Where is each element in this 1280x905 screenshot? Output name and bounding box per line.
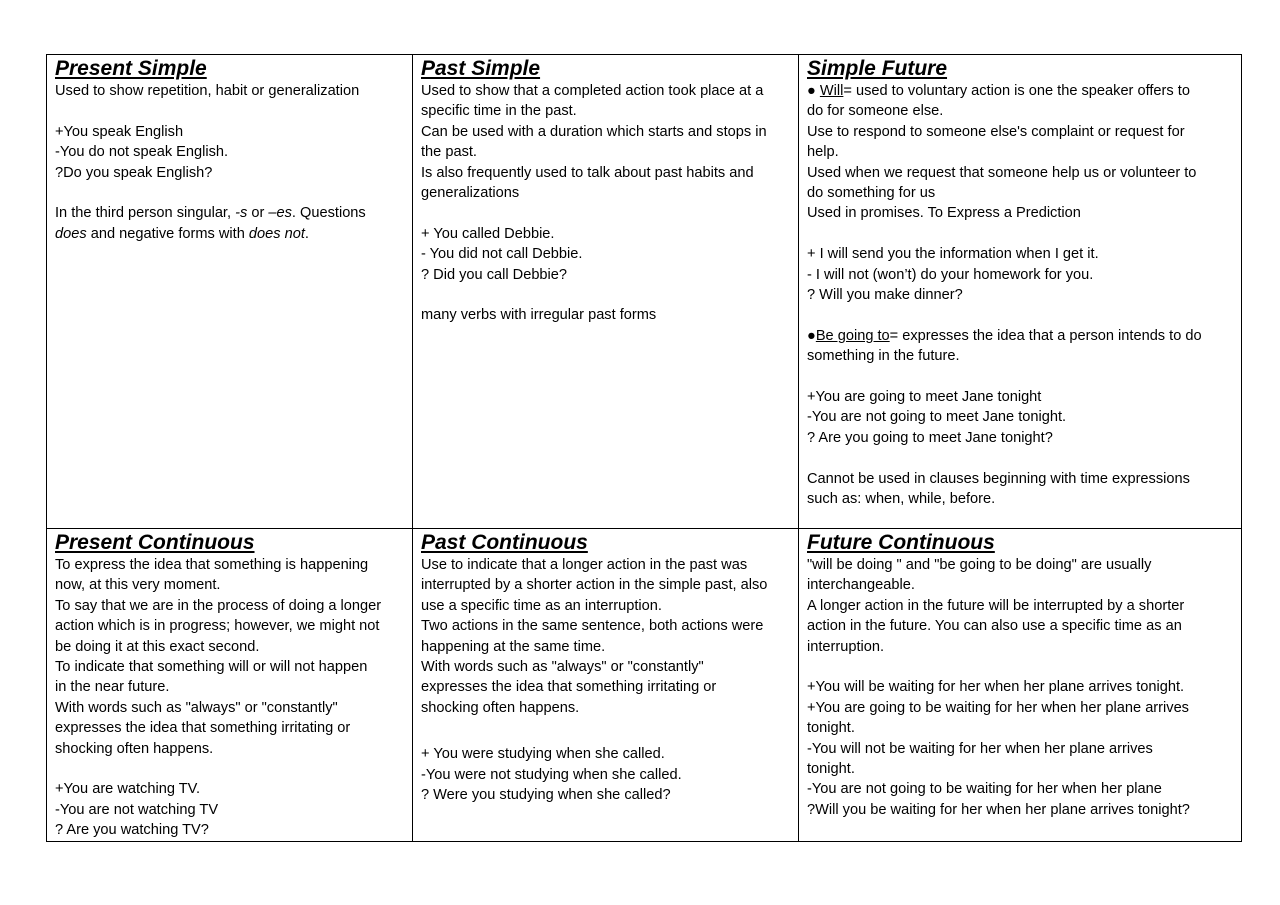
example-negative: -You were not studying when she called. [421, 766, 682, 783]
note-line: does and negative forms with does not. [55, 225, 309, 242]
definition-line: Used when we request that someone help us or volunteer to [807, 164, 1197, 181]
cell-title: Future Continuous [807, 531, 995, 554]
example-question: ? Are you going to meet Jane tonight? [807, 429, 1053, 446]
definition-line: Use to indicate that a longer action in the past was [421, 557, 748, 573]
definition-line: something in the future. [807, 348, 960, 365]
cell-title: Past Continuous [421, 531, 588, 554]
example-negative: - I will not (won’t) do your homework for you. [807, 266, 1094, 283]
definition-line: To express the idea that something is happening [55, 557, 369, 573]
definition-line: Used to show repetition, habit or generalization [55, 83, 360, 99]
definition-line: expresses the idea that something irritating or [55, 720, 351, 737]
definition-line: be doing it at this exact second. [55, 638, 260, 655]
definition-line: ●Be going to= expresses the idea that a person intends to do [807, 327, 1202, 344]
cell-past-simple [413, 55, 799, 529]
definition-line: generalizations [421, 185, 520, 202]
definition-line: Can be used with a duration which starts and stops in [421, 123, 767, 140]
definition-line: use a specific time as an interruption. [421, 597, 662, 614]
table-row [47, 529, 1242, 842]
cell-present-simple [47, 55, 413, 529]
cell-past-continuous [413, 529, 799, 842]
definition-line: do something for us [807, 185, 936, 202]
table-row [47, 55, 1242, 529]
example-question: ? Were you studying when she called? [421, 787, 671, 804]
definition-line: action in the future. You can also use a specific time as an [807, 618, 1182, 635]
cell-title: Present Continuous [55, 531, 255, 554]
note-line: Cannot be used in clauses beginning with time expressions [807, 470, 1190, 487]
note-line: such as: when, while, before. [807, 491, 996, 508]
definition-line: specific time in the past. [421, 103, 577, 120]
definition-line: interrupted by a shorter action in the simple past, also [421, 577, 768, 594]
example-negative: - You did not call Debbie. [421, 246, 583, 263]
definition-line: happening at the same time. [421, 638, 606, 655]
definition-line: With words such as "always" or "constantly" [421, 659, 704, 676]
example-negative: -You will not be waiting for her when her plane arrives [807, 740, 1153, 757]
example-question: ? Will you make dinner? [807, 287, 963, 304]
definition-line: now, at this very moment. [55, 577, 221, 594]
definition-line: shocking often happens. [421, 699, 580, 716]
example-negative: tonight. [807, 761, 855, 778]
note-line: many verbs with irregular past forms [421, 307, 657, 324]
cell-simple-future [799, 55, 1242, 529]
example-negative: -You are not watching TV [55, 801, 219, 818]
definition-line: To say that we are in the process of doing a longer [55, 597, 382, 614]
definition-line: the past. [421, 144, 477, 161]
bullet-icon: ● [807, 327, 816, 344]
definition-line: help. [807, 144, 839, 161]
definition-line: interchangeable. [807, 577, 915, 594]
example-negative: -You are not going to meet Jane tonight. [807, 409, 1067, 426]
bullet-icon: ● [807, 83, 820, 99]
example-question: ?Do you speak English? [55, 164, 213, 181]
definition-line: A longer action in the future will be interrupted by a shorter [807, 597, 1185, 614]
tenses-table [46, 54, 1242, 842]
definition-line: do for someone else. [807, 103, 944, 120]
definition-line: Is also frequently used to talk about past habits and [421, 164, 754, 181]
example-negative: -You do not speak English. [55, 144, 229, 161]
definition-line: "will be doing " and "be going to be doing" are usually [807, 557, 1152, 573]
example-negative: -You are not going to be waiting for her when her plane [807, 781, 1162, 798]
example-positive: +You speak English [55, 123, 184, 140]
definition-line: in the near future. [55, 679, 170, 696]
example-positive: +You are going to be waiting for her when her plane arrives [807, 699, 1189, 716]
definition-line: To indicate that something will or will not happen [55, 659, 368, 676]
note-line: In the third person singular, -s or –es. Questions [55, 205, 366, 222]
example-question: ?Will you be waiting for her when her plane arrives tonight? [807, 801, 1190, 818]
definition-line: expresses the idea that something irritating or [421, 679, 717, 696]
definition-line: Two actions in the same sentence, both actions were [421, 618, 764, 635]
definition-line: ● Will= used to voluntary action is one the speaker offers to [807, 83, 1190, 99]
definition-line: Used to show that a completed action took place at a [421, 83, 764, 99]
example-positive: +You are watching TV. [55, 781, 201, 798]
cell-title: Past Simple [421, 57, 541, 80]
definition-line: action which is in progress; however, we might not [55, 618, 380, 635]
definition-line: shocking often happens. [55, 740, 214, 757]
example-positive: + I will send you the information when I get it. [807, 246, 1099, 263]
example-positive: + You called Debbie. [421, 225, 555, 242]
definition-line: Used in promises. To Express a Prediction [807, 205, 1081, 222]
cell-future-continuous [799, 529, 1242, 842]
example-positive: +You will be waiting for her when her plane arrives tonight. [807, 679, 1185, 696]
example-question: ? Are you watching TV? [55, 822, 209, 839]
cell-present-continuous [47, 529, 413, 842]
example-question: ? Did you call Debbie? [421, 266, 568, 283]
cell-title: Simple Future [807, 57, 948, 80]
example-positive: +You are going to meet Jane tonight [807, 389, 1042, 406]
example-positive: tonight. [807, 720, 855, 737]
cell-title: Present Simple [55, 57, 207, 80]
example-positive: + You were studying when she called. [421, 746, 665, 763]
definition-line: interruption. [807, 638, 885, 655]
definition-line: With words such as "always" or "constantly" [55, 699, 338, 716]
definition-line: Use to respond to someone else's complaint or request for [807, 123, 1185, 140]
